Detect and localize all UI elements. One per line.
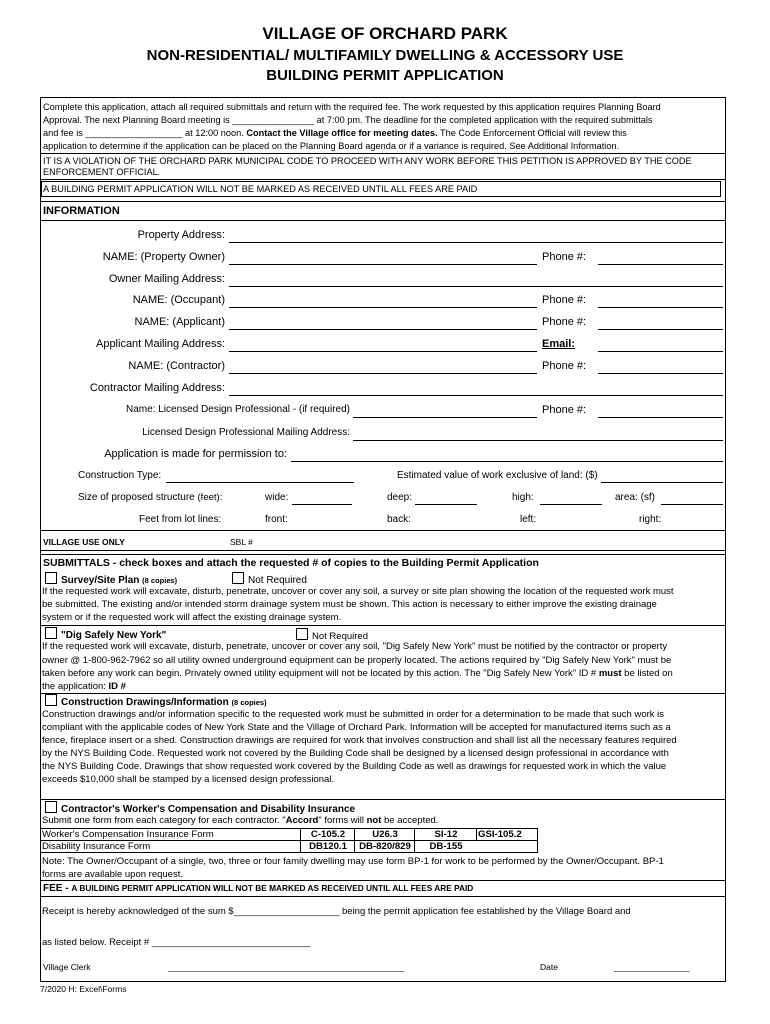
occupant-phone-label: Phone #: [542, 294, 587, 306]
email-field[interactable] [598, 351, 723, 352]
sbl-label: SBL # [230, 537, 253, 547]
size-structure-label: Size of proposed structure (feet): [78, 492, 223, 503]
fee-listed-text: as listed below. Receipt # ______________________________ [42, 937, 311, 948]
deep-label: deep: [387, 492, 413, 503]
construction-type-label: Construction Type: [78, 470, 162, 481]
violation-line-1: IT IS A VIOLATION OF THE ORCHARD PARK MUNICIPAL CODE TO PROCEED WITH ANY WORK BEFORE THIS PETITION IS APPROVED BY THE CODE [43, 156, 692, 166]
contractor-name-label: NAME: (Contractor) [128, 360, 225, 372]
property-address-label: Property Address: [137, 229, 225, 241]
cd-text-3: fence, fireplace insert or a shed. Construction drawings are required for work that involves construction and shall list all the necessary features required [42, 735, 677, 746]
survey-text-3: system or if the requested work will affect the existing drainage system. [42, 612, 342, 623]
property-address-field[interactable] [229, 242, 723, 243]
area-field[interactable] [661, 504, 723, 505]
wide-field[interactable] [292, 504, 352, 505]
disability-form-label: Disability Insurance Form [42, 841, 151, 852]
intro-line-2: Approval. The next Planning Board meeting is ________________ at 7:00 pm. The deadline for the completed application with the required submittals [43, 115, 653, 125]
back-label: back: [387, 514, 411, 525]
contractor-phone-field[interactable] [598, 373, 723, 374]
deep-field[interactable] [415, 504, 477, 505]
occupant-phone-field[interactable] [598, 307, 723, 308]
survey-item: Survey/Site Plan (8 copies) [45, 572, 177, 586]
survey-text-2: be submitted. The existing and/or intended storm drainage system must be shown. This action is necessary to either improve the existing drainage [42, 599, 657, 610]
dig-text-4: the application: ID # [42, 681, 126, 692]
left-label: left: [520, 514, 537, 525]
survey-text-1: If the requested work will excavate, disturb, penetrate, uncover or cover any soil, a survey or site plan showing the location of the requested work must [42, 586, 674, 597]
owner-mailing-field[interactable] [229, 286, 723, 287]
wc-code-3: SI-12 [434, 829, 458, 840]
cd-text-4: by the NYS Building Code. Requested work not covered by the Building Code shall be designed by a licensed design professional in accordance with [42, 748, 669, 759]
dig-safely-item: "Dig Safely New York" [45, 627, 166, 641]
applicant-mailing-field[interactable] [229, 351, 537, 352]
violation-line-2: ENFORCEMENT OFFICIAL. [43, 167, 161, 177]
design-professional-field[interactable] [353, 417, 537, 418]
intro-line-4: application to determine if the application can be placed on the Planning Board agenda or if a variance is required. See Additional Information. [43, 141, 620, 151]
construction-drawings-checkbox[interactable] [45, 694, 57, 706]
permission-label: Application is made for permission to: [104, 448, 287, 460]
survey-not-required-checkbox[interactable] [232, 572, 244, 584]
wide-label: wide: [265, 492, 289, 503]
applicant-mailing-label: Applicant Mailing Address: [95, 338, 225, 350]
wc-code-4: GSI-105.2 [478, 829, 522, 840]
survey-checkbox[interactable] [45, 572, 57, 584]
design-mailing-label: Licensed Design Professional Mailing Address: [142, 427, 350, 438]
front-label: front: [265, 514, 288, 525]
dig-not-required: Not Required [296, 628, 368, 642]
high-label: high: [512, 492, 534, 503]
area-label: area: (sf) [615, 492, 656, 503]
applicant-phone-field[interactable] [598, 329, 723, 330]
design-professional-label: Name: Licensed Design Professional - (if required) [126, 404, 350, 415]
intro-line-1: Complete this application, attach all required submittals and return with the required fee. The work requested by this application requires Planning Board [43, 102, 661, 112]
cd-text-1: Construction drawings and/or information specific to the requested work must be submitted in order for a determination to be made that such work is [42, 709, 665, 720]
fee-heading: FEE - A BUILDING PERMIT APPLICATION WILL NOT BE MARKED AS RECEIVED UNTIL ALL FEES ARE PAID [43, 883, 474, 894]
fees-notice: A BUILDING PERMIT APPLICATION WILL NOT BE MARKED AS RECEIVED UNTIL ALL FEES ARE PAID [43, 184, 478, 194]
occupant-name-field[interactable] [229, 307, 537, 308]
village-clerk-signature-line[interactable]: __________________________________________________ [168, 962, 405, 972]
title-permit-type: NON-RESIDENTIAL/ MULTIFAMILY DWELLING & ACCESSORY USE [146, 47, 624, 64]
information-heading: INFORMATION [43, 205, 120, 217]
wc-code-1: C-105.2 [310, 829, 346, 840]
owner-phone-field[interactable] [598, 264, 723, 265]
high-field[interactable] [540, 504, 602, 505]
wc-code-2: U26.3 [372, 829, 398, 840]
survey-not-required: Not Required [232, 572, 307, 586]
dis-code-2: DB-820/829 [359, 841, 411, 852]
dig-text-3: taken before any work can begin. Privately owned utility equipment will not be located by this action. The "Dig Safely New York" ID # must be listed on [42, 668, 673, 679]
insurance-checkbox[interactable] [45, 801, 57, 813]
wc-form-label: Worker's Compensation Insurance Form [42, 829, 214, 840]
email-label: Email: [542, 338, 576, 350]
cd-text-6: exceeds $10,000 shall be stamped by a licensed design professional. [42, 774, 335, 785]
feet-from-lot-label: Feet from lot lines: [139, 514, 222, 525]
date-line[interactable]: ________________ [614, 962, 690, 972]
intro-line-3: and fee is ___________________ at 12:00 noon. Contact the Village office for meeting dates. The Code Enforcement Official will review this [43, 128, 627, 138]
estimated-value-field[interactable] [601, 482, 723, 483]
dig-text-2: owner @ 1-800-962-7962 so all utility owned underground equipment can be properly located. The actions required by "Dig Safely New York" must be [42, 655, 672, 666]
applicant-phone-label: Phone #: [542, 316, 587, 328]
insurance-note-1: Note: The Owner/Occupant of a single, two, three or four family dwelling may use form BP-1 for work to be performed by the Owner/Occupant. BP-1 [42, 856, 664, 867]
owner-mailing-label: Owner Mailing Address: [108, 273, 225, 285]
contractor-mailing-field[interactable] [229, 395, 723, 396]
design-mailing-field[interactable] [353, 440, 723, 441]
contractor-name-field[interactable] [229, 373, 537, 374]
permission-field[interactable] [291, 461, 723, 462]
owner-name-label: NAME: (Property Owner) [102, 251, 225, 263]
dig-text-1: If the requested work will excavate, disturb, penetrate, uncover or cover any soil, "Dig Safely New York" must be notified by the contractor or property [42, 641, 668, 652]
construction-type-field[interactable] [166, 482, 354, 483]
construction-drawings-item: Construction Drawings/Information (8 copies) [45, 694, 267, 708]
insurance-instructions: Submit one form from each category for each contractor. "Accord" forms will not be accepted. [42, 815, 439, 826]
village-clerk-label: Village Clerk [43, 962, 91, 972]
applicant-name-label: NAME: (Applicant) [134, 316, 225, 328]
dig-safely-checkbox[interactable] [45, 627, 57, 639]
design-phone-field[interactable] [598, 417, 723, 418]
insurance-note-2: forms are available upon request. [42, 869, 183, 880]
date-label: Date [540, 962, 558, 972]
applicant-name-field[interactable] [229, 329, 537, 330]
design-phone-label: Phone #: [542, 404, 587, 416]
contractor-mailing-label: Contractor Mailing Address: [89, 382, 225, 394]
contractor-phone-label: Phone #: [542, 360, 587, 372]
dis-code-1: DB120.1 [309, 841, 347, 852]
dig-not-required-checkbox[interactable] [296, 628, 308, 640]
right-label: right: [639, 514, 662, 525]
fee-receipt-text: Receipt is hereby acknowledged of the sum $____________________ being the permit application fee established by the Village Board and [42, 906, 631, 917]
title-application: BUILDING PERMIT APPLICATION [266, 67, 504, 84]
cd-text-2: compliant with the applicable codes of New York State and the Village of Orchard Park. Information will be accepted for manufactured items such as a [42, 722, 671, 733]
submittals-heading: SUBMITTALS - check boxes and attach the requested # of copies to the Building Permit Application [43, 557, 539, 569]
estimated-value-label: Estimated value of work exclusive of land: ($) [397, 470, 598, 481]
title-village: VILLAGE OF ORCHARD PARK [262, 24, 508, 43]
footer-revision: 7/2020 H: Excel\Forms [40, 984, 127, 994]
occupant-name-label: NAME: (Occupant) [132, 294, 225, 306]
owner-phone-label: Phone #: [542, 251, 587, 263]
cd-text-5: the NYS Building Code. Drawings that show requested work covered by the Building Code as well as drawings for requested work in which the value [42, 761, 667, 772]
owner-name-field[interactable] [229, 264, 537, 265]
dis-code-3: DB-155 [429, 841, 463, 852]
village-use-label: VILLAGE USE ONLY [43, 537, 125, 547]
insurance-item: Contractor's Worker's Compensation and Disability Insurance [45, 801, 355, 815]
